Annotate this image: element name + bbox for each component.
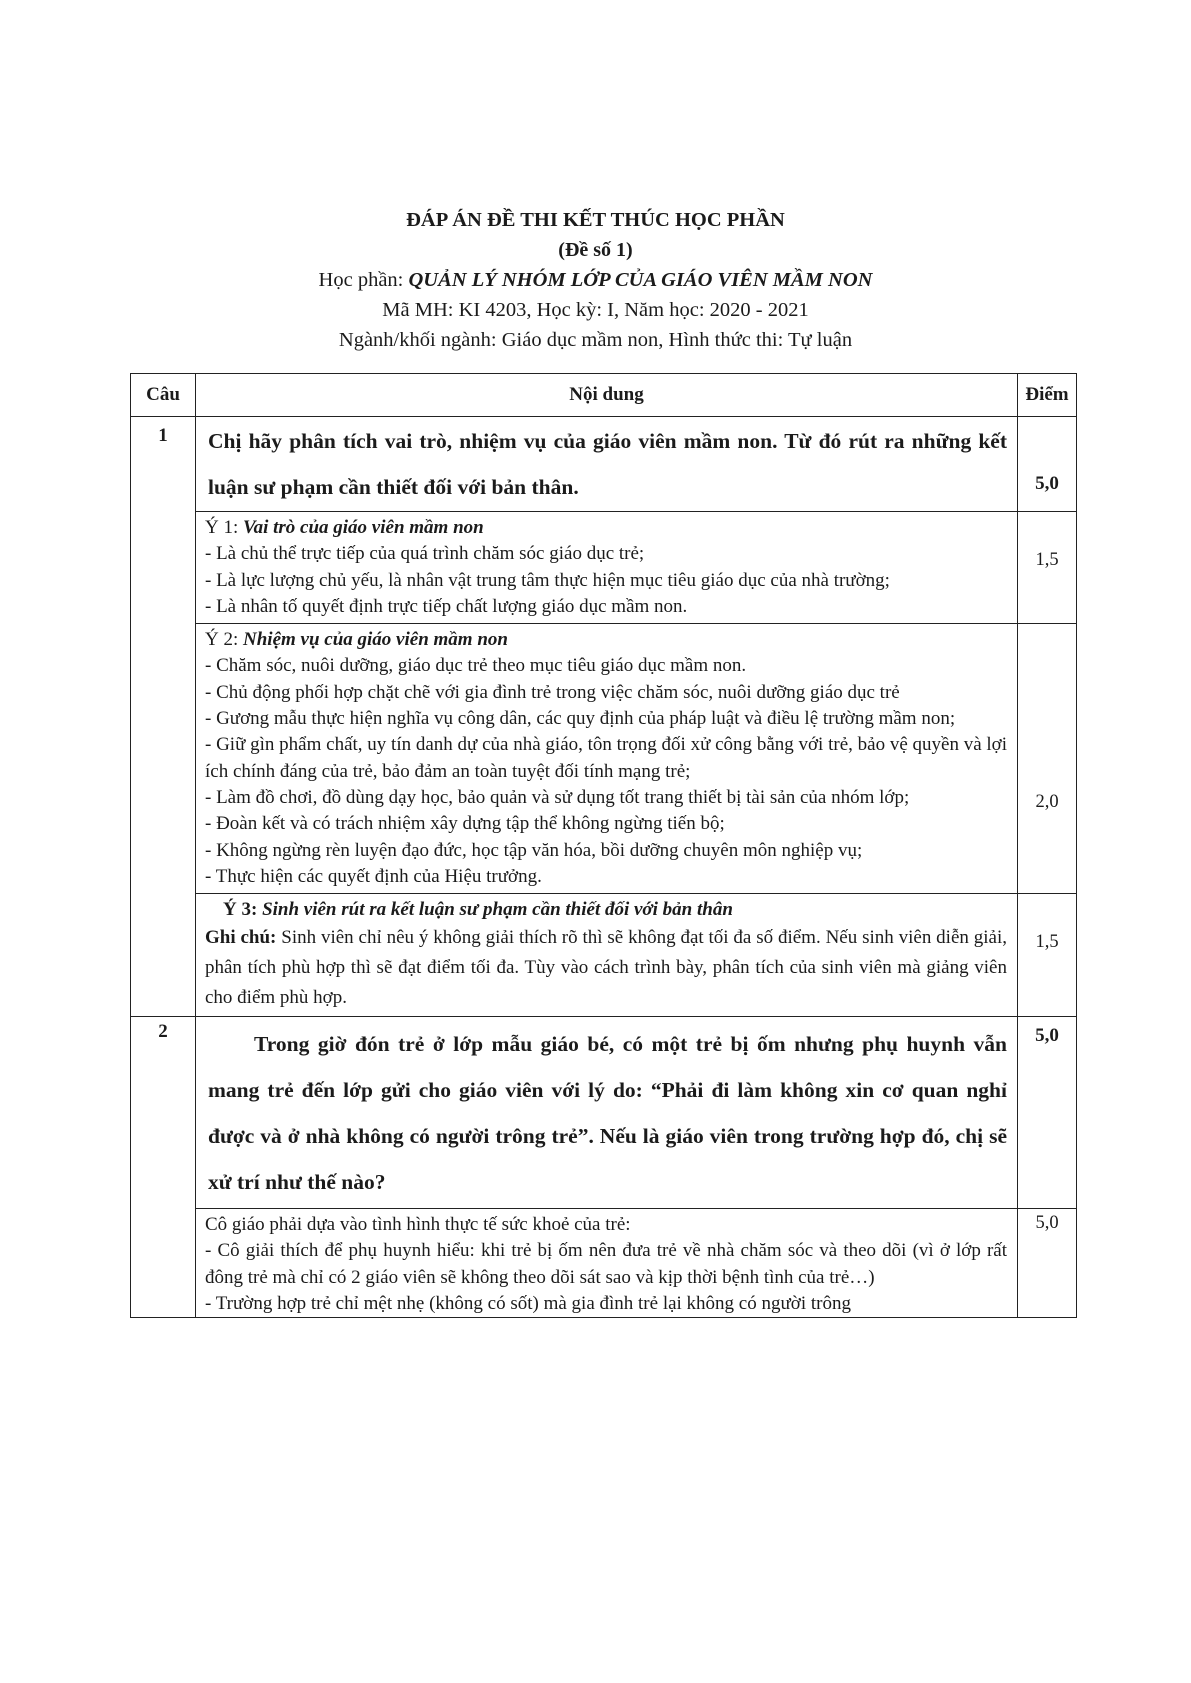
table-row: [131, 512, 1077, 624]
question-text: [196, 1017, 1018, 1209]
part-points: 2,0: [1018, 624, 1077, 894]
table-row: [131, 894, 1077, 1017]
list-item: - Là chủ thể trực tiếp của quá trình chăm sóc giáo dục trẻ;: [205, 543, 645, 565]
part-points: 1,5: [1018, 512, 1077, 624]
list-item: - Làm đồ chơi, đồ dùng dạy học, bảo quản và sử dụng tốt trang thiết bị tài sản của nhóm lớp;: [205, 786, 910, 808]
header-question: Câu: [131, 374, 196, 417]
note: [205, 923, 1007, 1013]
list-item: - Cô giải thích để phụ huynh hiểu: khi trẻ bị ốm nên đưa trẻ về nhà chăm sóc và theo dõi (vì ở lớp rất đông trẻ mà chỉ có 2 giáo viên sẽ không theo dõi sát sao và kịp thời bệnh tình của trẻ…): [205, 1240, 1007, 1288]
course-label: Học phần:: [318, 269, 404, 291]
part-prefix: Ý 1:: [205, 517, 239, 538]
course-info: Mã MH: KI 4203, Học kỳ: I, Năm học: 2020 - 2021: [382, 299, 809, 321]
list-item: - Là nhân tố quyết định trực tiếp chất lượng giáo dục mầm non.: [205, 595, 688, 617]
list-item: - Là lực lượng chủ yếu, là nhân vật trung tâm thực hiện mục tiêu giáo dục của nhà trường;: [205, 569, 890, 591]
answer-part: [196, 1209, 1018, 1318]
document-header: [0, 205, 1191, 355]
list-item: - Không ngừng rèn luyện đạo đức, học tập văn hóa, bồi dưỡng chuyên môn nghiệp vụ;: [205, 839, 863, 861]
major-info: Ngành/khối ngành: Giáo dục mầm non, Hình thức thi: Tự luận: [338, 329, 853, 351]
question-number: 2: [131, 1017, 196, 1318]
list-item: - Trường hợp trẻ chỉ mệt nhẹ (không có sốt) mà gia đình trẻ lại không có người trông: [205, 1293, 851, 1315]
question-points: 5,0: [1018, 417, 1077, 512]
part-heading: [205, 515, 1007, 541]
list-item: - Thực hiện các quyết định của Hiệu trưởng.: [205, 865, 542, 887]
part-points: 1,5: [1018, 894, 1077, 1017]
header-points: Điểm: [1018, 374, 1077, 417]
table-row: [131, 417, 1077, 512]
part-prefix: Ý 2:: [205, 629, 239, 651]
course-line: [0, 265, 1191, 295]
answer-table: [130, 373, 1077, 1318]
question-text: Chị hãy phân tích vai trò, nhiệm vụ của giáo viên mầm non. Từ đó rút ra những kết luận sư phạm cần thiết đối với bản thân.: [196, 417, 1018, 512]
header-content: Nội dung: [196, 374, 1018, 417]
question-points: 5,0: [1018, 1017, 1077, 1209]
part-points: 5,0: [1018, 1209, 1077, 1318]
answer-part: [196, 624, 1018, 894]
list-item: Cô giáo phải dựa vào tình hình thực tế sức khoẻ của trẻ:: [205, 1214, 631, 1236]
table-row: [131, 1209, 1077, 1318]
part-title: Sinh viên rút ra kết luận sư phạm cần thiết đối với bản thân: [262, 899, 733, 921]
list-item: - Chủ động phối hợp chặt chẽ với gia đình trẻ trong việc chăm sóc, nuôi dưỡng giáo dục trẻ: [205, 681, 900, 703]
answer-part: [196, 894, 1018, 1017]
course-name: QUẢN LÝ NHÓM LỚP CỦA GIÁO VIÊN MẦM NON: [408, 269, 873, 291]
exam-number: (Đề số 1): [558, 239, 633, 261]
question-body: Trong giờ đón trẻ ở lớp mẫu giáo bé, có một trẻ bị ốm nhưng phụ huynh vẫn mang trẻ đến lớp gửi cho giáo viên với lý do: “Phải đi làm không xin cơ quan nghỉ được và ở nhà không có người trông trẻ”. Nếu là giáo viên trong trường hợp đó, chị sẽ xử trí như thế nào?: [208, 1032, 1007, 1195]
note-label: Ghi chú:: [205, 927, 277, 949]
note-text: Sinh viên chỉ nêu ý không giải thích rõ thì sẽ không đạt tối đa số điểm. Nếu sinh viên diễn giải, phân tích phù hợp thì sẽ đạt điểm tối đa. Tùy vào cách trình bày, phân tích của sinh viên mà giảng viên cho điểm phù hợp.: [205, 927, 1007, 1009]
answer-part: [196, 512, 1018, 624]
table-row: [131, 624, 1077, 894]
part-prefix: Ý 3:: [223, 899, 258, 921]
table-header-row: [131, 374, 1077, 417]
part-heading: [205, 627, 1007, 653]
question-number: 1: [131, 417, 196, 1017]
part-title: Nhiệm vụ của giáo viên mầm non: [243, 629, 508, 651]
table-row: [131, 1017, 1077, 1209]
list-item: - Đoàn kết và có trách nhiệm xây dựng tập thể không ngừng tiến bộ;: [205, 813, 725, 835]
list-item: - Giữ gìn phẩm chất, uy tín danh dự của nhà giáo, tôn trọng đối xử công bằng với trẻ, bảo vệ quyền và lợi ích chính đáng của trẻ, bảo đảm an toàn tuyệt đối tính mạng trẻ;: [205, 734, 1007, 782]
document-title: ĐÁP ÁN ĐỀ THI KẾT THÚC HỌC PHẦN: [406, 209, 785, 231]
list-item: - Gương mẫu thực hiện nghĩa vụ công dân, các quy định của pháp luật và điều lệ trường mầm non;: [205, 708, 956, 730]
part-heading: [205, 897, 1007, 923]
part-title: Vai trò của giáo viên mầm non: [243, 517, 484, 538]
list-item: - Chăm sóc, nuôi dưỡng, giáo dục trẻ theo mục tiêu giáo dục mầm non.: [205, 655, 747, 677]
